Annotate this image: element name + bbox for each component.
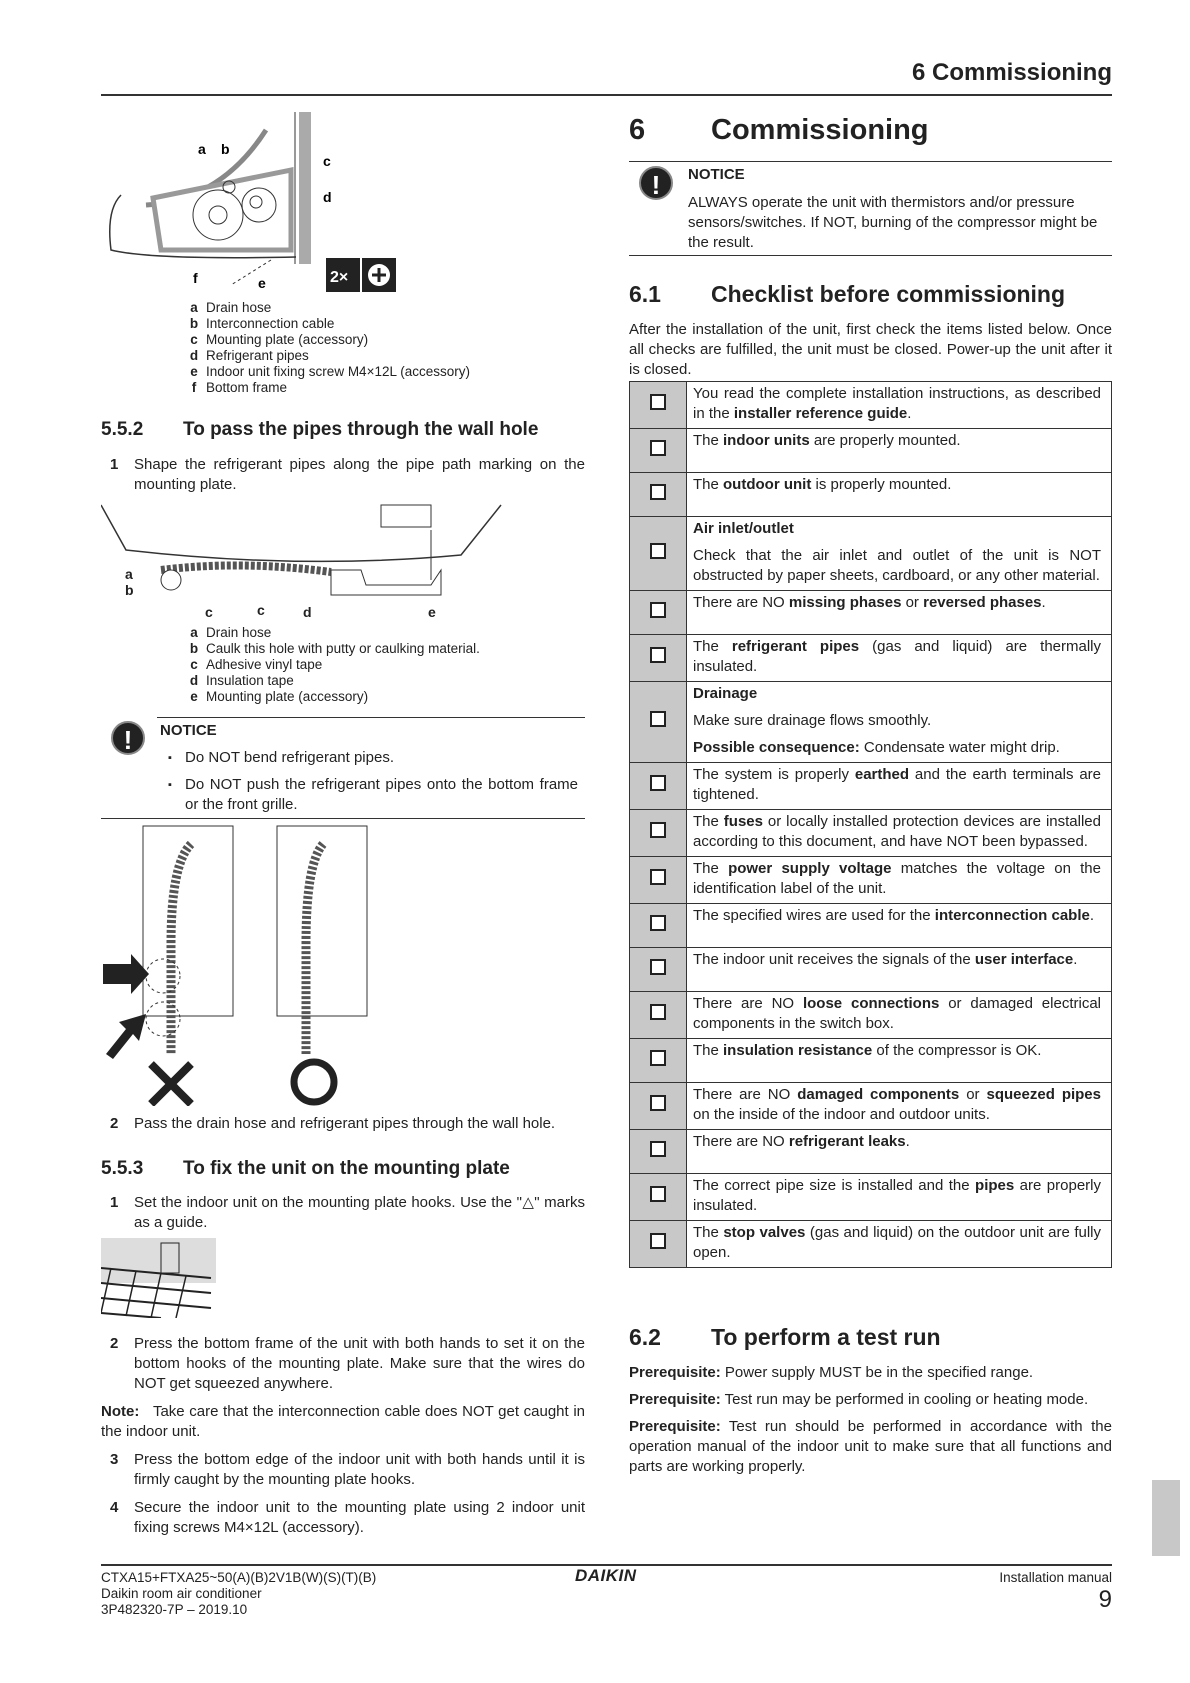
- legend-key: d: [189, 348, 199, 363]
- step-number: 1: [110, 1194, 119, 1211]
- checkbox[interactable]: [650, 1141, 666, 1157]
- checklist-row: [630, 810, 1112, 857]
- checklist-text: [687, 382, 1112, 429]
- bold-text: Possible consequence:: [693, 739, 860, 756]
- checkbox-cell: [630, 1130, 687, 1174]
- checklist-text: [687, 682, 1112, 763]
- checklist-text: [687, 1083, 1112, 1130]
- checkbox[interactable]: [650, 1186, 666, 1202]
- text: .: [1041, 594, 1046, 611]
- incorrect-x-icon: [151, 1064, 191, 1104]
- text: or: [901, 594, 924, 611]
- daikin-logo: DAIKIN: [575, 1566, 637, 1585]
- checklist-paragraph: [693, 950, 1101, 970]
- checkbox-cell: [630, 517, 687, 591]
- checkbox[interactable]: [650, 711, 666, 727]
- chapter-title: Commissioning: [711, 114, 929, 146]
- exclamation-icon: !: [111, 721, 145, 755]
- bold-text: pipes: [975, 1177, 1015, 1194]
- checklist-row: [630, 591, 1112, 635]
- checklist-text: [687, 763, 1112, 810]
- footer-product: Daikin room air conditioner: [101, 1586, 262, 1601]
- bold-text: outdoor unit: [723, 476, 812, 493]
- checkbox[interactable]: [650, 543, 666, 559]
- section-number: 6.1: [629, 281, 661, 307]
- legend-text: Adhesive vinyl tape: [206, 657, 323, 672]
- legend-item: [182, 332, 470, 348]
- checkbox[interactable]: [650, 440, 666, 456]
- legend-key: e: [190, 364, 198, 379]
- legend-text: Drain hose: [206, 300, 272, 315]
- checkbox-cell: [630, 1039, 687, 1083]
- fig2-legend: [182, 625, 480, 705]
- prerequisite-text: Test run may be performed in cooling or heating mode.: [720, 1391, 1089, 1408]
- checklist-paragraph: [693, 593, 1101, 613]
- checkbox-cell: [630, 382, 687, 429]
- footer-doc-id: 3P482320-7P – 2019.10: [101, 1602, 248, 1617]
- bold-text: fuses: [723, 813, 763, 830]
- fig2-label-d: d: [303, 604, 312, 620]
- arrow-icon: [106, 1014, 146, 1059]
- notice-title: NOTICE: [688, 166, 745, 183]
- step-number: 2: [110, 1115, 119, 1132]
- checklist-text: [687, 810, 1112, 857]
- bold-text: reversed phases: [923, 594, 1042, 611]
- legend-item: [182, 316, 470, 332]
- checklist-paragraph: [693, 906, 1101, 926]
- checklist-paragraph: [693, 711, 1101, 731]
- legend-key: d: [189, 673, 199, 688]
- checklist-paragraph: [693, 475, 1101, 495]
- checklist-text: [687, 635, 1112, 682]
- checklist-row: [630, 473, 1112, 517]
- bold-text: missing phases: [788, 594, 902, 611]
- bold-text: installer reference guide: [733, 405, 908, 422]
- step-3: [101, 1450, 585, 1490]
- section-number: 6.2: [629, 1324, 661, 1350]
- step-1: [101, 1193, 585, 1233]
- checkbox-cell: [630, 904, 687, 948]
- checkbox-cell: [630, 682, 687, 763]
- checklist-paragraph: [693, 994, 1101, 1034]
- checkbox[interactable]: [650, 1095, 666, 1111]
- checklist-row: [630, 1039, 1112, 1083]
- prerequisite-label: Prerequisite:: [629, 1418, 721, 1435]
- legend-key: c: [190, 332, 198, 347]
- text: is properly mounted.: [811, 476, 952, 493]
- checklist-row: [630, 857, 1112, 904]
- footer-left: [101, 1570, 376, 1618]
- checklist-text: [687, 429, 1112, 473]
- text: (gas and liquid) on the outdoor unit are fully open.: [693, 1224, 1102, 1261]
- fig1-label-b: b: [221, 141, 230, 157]
- text: You read the complete installation instructions, as described in the: [693, 385, 1101, 422]
- legend-key: b: [189, 641, 199, 656]
- figure-correct-incorrect-bending: [101, 824, 381, 1106]
- checkbox[interactable]: [650, 1004, 666, 1020]
- checklist-row: [630, 1174, 1112, 1221]
- bullet-text: Do NOT push the refrigerant pipes onto the bottom frame or the front grille.: [185, 776, 578, 813]
- checklist-row: [630, 682, 1112, 763]
- section-number: 5.5.3: [101, 1158, 144, 1179]
- checklist-row: [630, 635, 1112, 682]
- checkbox[interactable]: [650, 915, 666, 931]
- section-title: Checklist before commissioning: [711, 281, 1066, 307]
- checklist-row: [630, 517, 1112, 591]
- checklist-paragraph: [693, 384, 1101, 424]
- chapter-6-heading: [629, 113, 929, 147]
- bold-text: earthed: [854, 766, 910, 783]
- fig1-label-e: e: [258, 275, 266, 291]
- legend-key: b: [189, 316, 199, 331]
- bold-text: interconnection cable: [934, 907, 1090, 924]
- section-6-2-heading: [629, 1323, 941, 1351]
- checklist-row: [630, 904, 1112, 948]
- step-number: 3: [110, 1451, 119, 1468]
- notice-box-pipes: [101, 717, 585, 819]
- text: .: [1089, 907, 1095, 924]
- text: The correct pipe size is installed and the: [693, 1177, 976, 1194]
- legend-item: [182, 673, 480, 689]
- notice-box-commissioning: [629, 161, 1112, 256]
- step-text: Pass the drain hose and refrigerant pipes through the wall hole.: [134, 1115, 556, 1132]
- bullet-icon: ▪: [168, 752, 172, 764]
- text: The system is properly: [693, 766, 855, 783]
- checkbox-cell: [630, 992, 687, 1039]
- checkbox-cell: [630, 591, 687, 635]
- legend-item: [182, 657, 480, 673]
- footer-model: CTXA15+FTXA25~50(A)(B)2V1B(W)(S)(T)(B): [101, 1570, 377, 1585]
- text: The: [693, 432, 724, 449]
- checklist-text: [687, 591, 1112, 635]
- text: .: [907, 405, 912, 422]
- bold-text: indoor units: [723, 432, 810, 449]
- bold-text: damaged components: [797, 1086, 960, 1103]
- prerequisite-label: Prerequisite:: [629, 1364, 721, 1381]
- checklist-row: [630, 1221, 1112, 1268]
- fig2-label-e: e: [428, 604, 436, 620]
- page-edge-tab: [1152, 1480, 1180, 1556]
- text: The: [693, 813, 724, 830]
- text: The specified wires are used for the: [693, 907, 935, 924]
- legend-item: [182, 641, 480, 657]
- checkbox-cell: [630, 1083, 687, 1130]
- fig2-label-a: a: [125, 566, 133, 582]
- checkbox[interactable]: [650, 869, 666, 885]
- text: There are NO: [693, 1086, 798, 1103]
- bold-text: Drainage: [693, 685, 758, 702]
- prerequisite-text: Test run should be performed in accordance with the operation manual of the indoor unit to make sure that all functions and parts are working properly.: [629, 1418, 1112, 1475]
- legend-key: a: [190, 625, 198, 640]
- bold-text: refrigerant pipes: [731, 638, 860, 655]
- checklist-paragraph: [693, 1223, 1101, 1263]
- checklist-row: [630, 1083, 1112, 1130]
- checklist-paragraph: [693, 1041, 1101, 1061]
- checklist-row: [630, 763, 1112, 810]
- checklist-paragraph: [693, 637, 1101, 677]
- step-1: [101, 455, 585, 495]
- section-6-1-heading: [629, 280, 1065, 308]
- text: The: [693, 1224, 724, 1241]
- notice-text: ALWAYS operate the unit with thermistors and/or pressure sensors/switches. If NOT, burning of the compressor might be the result.: [688, 194, 1098, 251]
- notice-title: NOTICE: [160, 722, 217, 739]
- step-text: Press the bottom edge of the indoor unit with both hands until it is firmly caught by the mounting plate hooks.: [134, 1451, 585, 1488]
- step-4: [101, 1498, 585, 1538]
- checklist-paragraph: [693, 519, 1101, 539]
- text: There are NO: [693, 594, 789, 611]
- section-title: To pass the pipes through the wall hole: [183, 419, 539, 440]
- checkbox-cell: [630, 1221, 687, 1268]
- checklist-row: [630, 992, 1112, 1039]
- checklist-text: [687, 1039, 1112, 1083]
- text: The: [693, 860, 729, 877]
- legend-text: Caulk this hole with putty or caulking material.: [206, 641, 480, 656]
- text: or damaged electrical components in the switch box.: [693, 995, 1101, 1032]
- arrow-icon: [103, 954, 149, 994]
- text: The: [693, 476, 724, 493]
- checklist-paragraph: [693, 812, 1101, 852]
- checkbox[interactable]: [650, 394, 666, 410]
- section-title: To perform a test run: [711, 1324, 941, 1350]
- fig1-label-f: f: [193, 270, 198, 286]
- text: on the inside of the indoor and outdoor units.: [693, 1106, 990, 1123]
- fig1-legend: [182, 300, 470, 396]
- text: are properly mounted.: [809, 432, 961, 449]
- checkbox[interactable]: [650, 775, 666, 791]
- note-text: Take care that the interconnection cable does NOT get caught in the indoor unit.: [101, 1403, 585, 1440]
- step-2: [101, 1334, 585, 1394]
- checkbox-cell: [630, 635, 687, 682]
- checklist-paragraph: [693, 684, 1101, 704]
- legend-text: Bottom frame: [206, 380, 288, 395]
- exclamation-icon: !: [639, 166, 673, 200]
- text: Condensate water might drip.: [859, 739, 1060, 756]
- text: (gas and liquid) are thermally insulated.: [693, 638, 1101, 675]
- text: The: [693, 1042, 724, 1059]
- text: The: [693, 638, 732, 655]
- text: There are NO: [693, 995, 803, 1012]
- checkbox[interactable]: [650, 602, 666, 618]
- bullet-text: Do NOT bend refrigerant pipes.: [185, 749, 394, 766]
- checklist-text: [687, 1221, 1112, 1268]
- step-text: Shape the refrigerant pipes along the pipe path marking on the mounting plate.: [134, 456, 585, 493]
- checklist-text: [687, 857, 1112, 904]
- bold-text: user interface: [974, 951, 1074, 968]
- footer-manual-type: Installation manual: [999, 1570, 1112, 1585]
- text: or locally installed protection devices are installed according to this document, and have NOT been bypassed.: [693, 813, 1101, 850]
- fig2-label-b: b: [125, 582, 134, 598]
- checkbox-cell: [630, 810, 687, 857]
- legend-text: Mounting plate (accessory): [206, 332, 369, 347]
- legend-item: [182, 364, 470, 380]
- text: are properly insulated.: [693, 1177, 1101, 1214]
- text: matches the voltage on the identification label of the unit.: [693, 860, 1101, 897]
- checklist-paragraph: [693, 431, 1101, 451]
- checkbox[interactable]: [650, 1050, 666, 1066]
- checkbox[interactable]: [650, 647, 666, 663]
- checkbox[interactable]: [650, 1233, 666, 1249]
- checklist-paragraph: [693, 1132, 1101, 1152]
- page-number: 9: [1098, 1586, 1112, 1613]
- fig1-label-d: d: [323, 189, 332, 205]
- legend-text: Indoor unit fixing screw M4×12L (accessory): [206, 364, 470, 379]
- checklist-row: [630, 429, 1112, 473]
- legend-key: c: [190, 657, 198, 672]
- legend-key: a: [190, 300, 198, 315]
- checklist-text: [687, 1174, 1112, 1221]
- section-title: To fix the unit on the mounting plate: [183, 1158, 510, 1179]
- text: and the earth terminals are tightened.: [693, 766, 1101, 803]
- step-number: 1: [110, 456, 119, 473]
- checklist-text: [687, 1130, 1112, 1174]
- checklist-text: [687, 948, 1112, 992]
- bold-text: refrigerant leaks: [788, 1133, 906, 1150]
- header-rule: [101, 94, 1112, 96]
- fig2-labels: [101, 562, 436, 622]
- checklist-paragraph: [693, 738, 1101, 758]
- checklist-row: [630, 948, 1112, 992]
- fig2-label-c2: c: [257, 602, 265, 618]
- prerequisite-label: Prerequisite:: [629, 1391, 721, 1408]
- checklist-text: [687, 992, 1112, 1039]
- checklist-text: [687, 473, 1112, 517]
- footer-right: [999, 1570, 1112, 1614]
- text: Make sure drainage flows smoothly.: [693, 712, 932, 729]
- legend-key: e: [190, 689, 198, 704]
- bold-text: Air inlet/outlet: [693, 520, 794, 537]
- text: Check that the air inlet and outlet of the unit is NOT obstructed by paper sheets, cardboard, or any other material.: [693, 547, 1101, 584]
- bold-text: insulation resistance: [723, 1042, 873, 1059]
- checkbox-cell: [630, 1174, 687, 1221]
- checklist-row: [630, 382, 1112, 429]
- checkbox-cell: [630, 763, 687, 810]
- text: .: [1073, 951, 1078, 968]
- step-text: Secure the indoor unit to the mounting plate using 2 indoor unit fixing screws M4×12L (accessory).: [134, 1499, 585, 1536]
- checkbox-cell: [630, 429, 687, 473]
- checklist-paragraph: [693, 1085, 1101, 1125]
- checklist-text: [687, 517, 1112, 591]
- bold-text: power supply voltage: [728, 860, 892, 877]
- checklist-text: [687, 904, 1112, 948]
- legend-text: Mounting plate (accessory): [206, 689, 369, 704]
- prerequisite: [629, 1417, 1112, 1477]
- legend-text: Refrigerant pipes: [206, 348, 309, 363]
- checklist-paragraph: [693, 546, 1101, 586]
- legend-item: [182, 348, 470, 364]
- section-5-5-3-heading: [101, 1157, 510, 1181]
- bold-text: squeezed pipes: [986, 1086, 1101, 1103]
- checkbox[interactable]: [650, 959, 666, 975]
- notice-bullet: [168, 748, 578, 768]
- legend-text: Insulation tape: [206, 673, 294, 688]
- checklist-paragraph: [693, 859, 1101, 899]
- section-5-5-2-heading: [101, 418, 538, 442]
- screw-count-badge: 2×: [330, 269, 349, 286]
- figure-mounting-hooks: [101, 1238, 221, 1318]
- checkbox[interactable]: [650, 822, 666, 838]
- checkbox-cell: [630, 473, 687, 517]
- step-number: 2: [110, 1335, 119, 1352]
- note-label: Note:: [101, 1403, 140, 1420]
- section-number: 5.5.2: [101, 419, 144, 440]
- figure-pipe-routing: [101, 110, 411, 300]
- step-number: 4: [110, 1499, 119, 1516]
- bold-text: stop valves: [723, 1224, 806, 1241]
- fig2-label-c: c: [205, 604, 213, 620]
- legend-item: [182, 625, 480, 641]
- legend-item: [182, 300, 470, 316]
- step-text: Press the bottom frame of the unit with both hands to set it on the bottom hooks of the mounting plate. Make sure that the wires do NOT get squeezed anywhere.: [134, 1335, 585, 1392]
- legend-item: [182, 689, 480, 705]
- text: .: [905, 1133, 910, 1150]
- chapter-number: 6: [629, 114, 646, 146]
- checklist-intro: After the installation of the unit, first check the items listed below. Once all checks are fulfilled, the unit must be closed. Power-up the unit after it is closed.: [629, 321, 1112, 378]
- checklist-paragraph: [693, 1176, 1101, 1216]
- running-header: 6 Commissioning: [911, 59, 1112, 86]
- text: or: [959, 1086, 987, 1103]
- checklist-paragraph: [693, 765, 1101, 805]
- bold-text: loose connections: [802, 995, 940, 1012]
- checklist-row: [630, 1130, 1112, 1174]
- text: There are NO: [693, 1133, 789, 1150]
- correct-o-icon: [294, 1062, 334, 1102]
- checkbox[interactable]: [650, 484, 666, 500]
- prerequisites: [629, 1363, 1112, 1484]
- note: [101, 1402, 585, 1442]
- bullet-icon: ▪: [168, 779, 172, 791]
- fig1-label-c: c: [323, 153, 331, 169]
- notice-bullets: [168, 748, 578, 822]
- checkbox-cell: [630, 857, 687, 904]
- prerequisite: [629, 1363, 1112, 1383]
- legend-text: Interconnection cable: [206, 316, 335, 331]
- step-2: [101, 1114, 585, 1134]
- prerequisite: [629, 1390, 1112, 1410]
- commissioning-checklist: [629, 381, 1112, 1268]
- prerequisite-text: Power supply MUST be in the specified range.: [720, 1364, 1034, 1381]
- legend-text: Drain hose: [206, 625, 272, 640]
- checkbox-cell: [630, 948, 687, 992]
- text: The indoor unit receives the signals of the: [693, 951, 975, 968]
- fig1-label-a: a: [198, 141, 206, 157]
- legend-key: f: [191, 380, 197, 395]
- step-text: Set the indoor unit on the mounting plate hooks. Use the "△" marks as a guide.: [134, 1194, 585, 1231]
- text: of the compressor is OK.: [872, 1042, 1042, 1059]
- notice-bullet: [168, 775, 578, 815]
- legend-item: [182, 380, 470, 396]
